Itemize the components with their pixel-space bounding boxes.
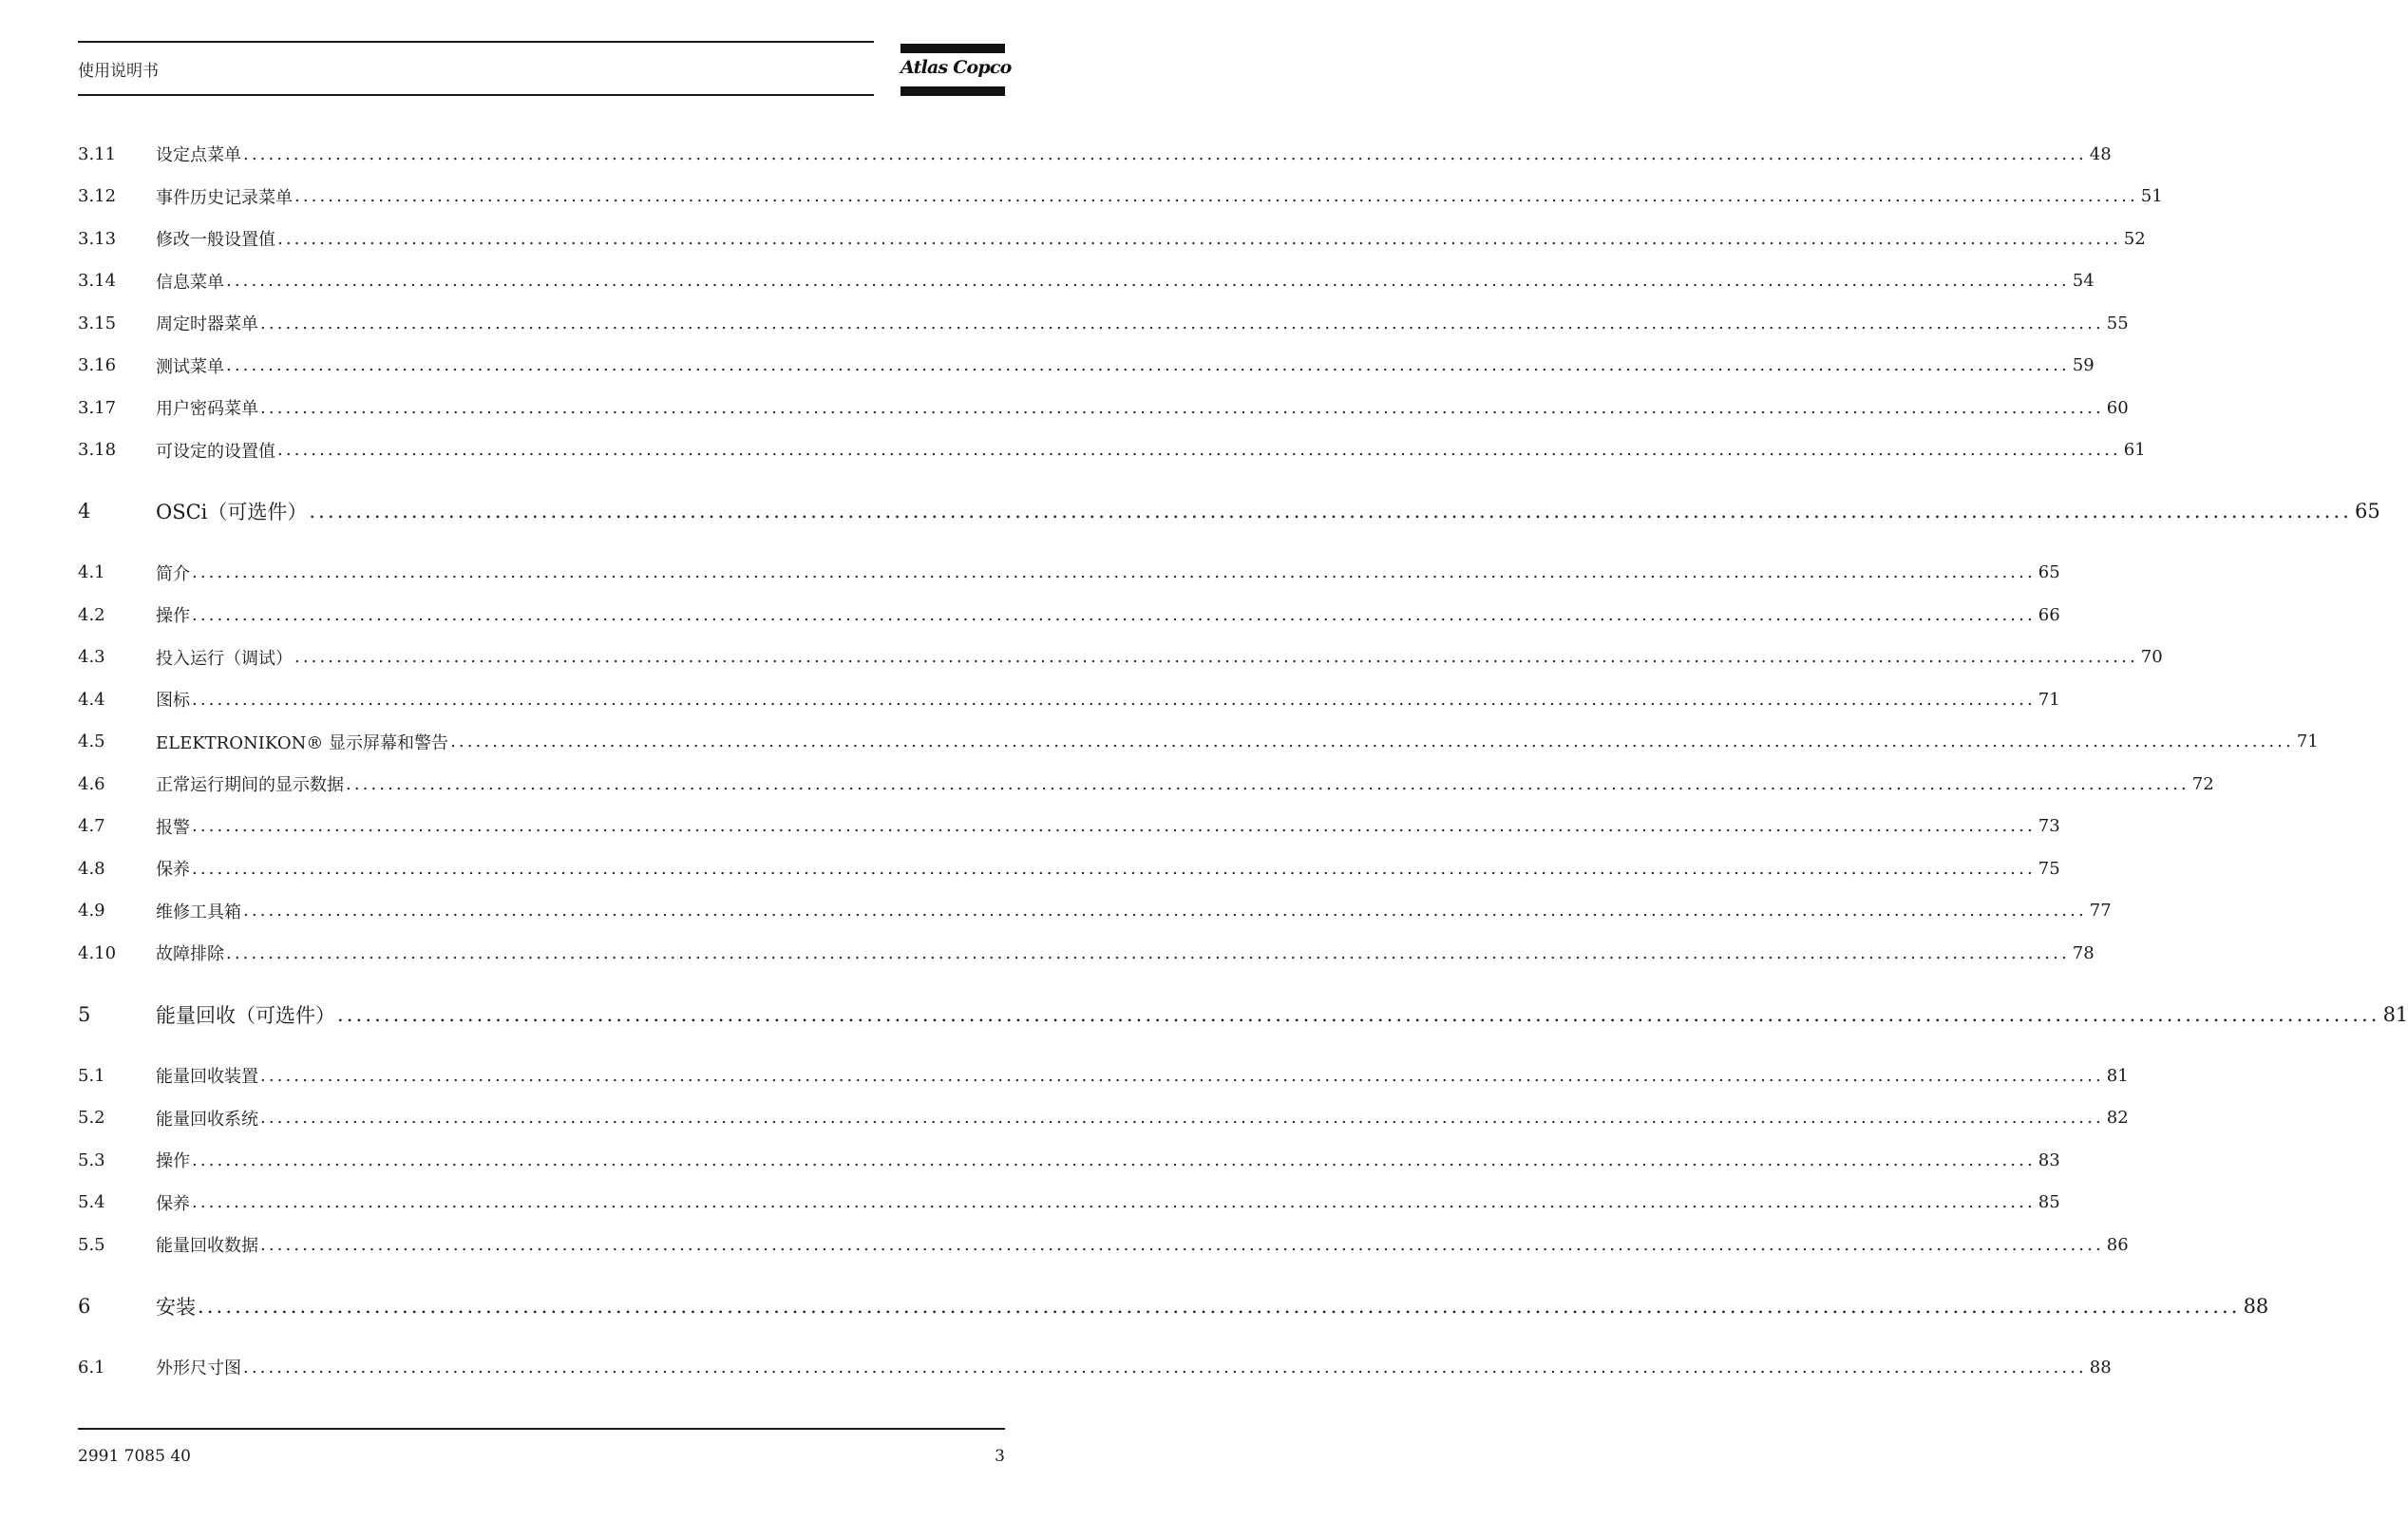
toc-entry[interactable] [78, 218, 2146, 260]
toc-dot-leader: ............................................................................................................................................................................................................................ [226, 271, 2070, 292]
toc-entry-page: 88 [2089, 1357, 2112, 1378]
toc-entry-page: 85 [2038, 1192, 2060, 1213]
toc-entry-page: 60 [2106, 397, 2129, 418]
toc-entry-number: 4 [78, 500, 91, 523]
toc-entry-page: 71 [2038, 689, 2060, 710]
toc-dot-leader: ............................................................................................................................................................................................................................ [260, 397, 2104, 418]
toc-entry-number: 3.13 [78, 228, 117, 249]
toc-dot-leader: ............................................................................................................................................................................................................................ [226, 355, 2070, 376]
table-of-contents [78, 133, 2408, 1389]
toc-entry-title: 保养 [156, 860, 190, 881]
toc-dot-leader: ............................................................................................................................................................................................................................ [260, 1234, 2104, 1255]
toc-entry-page: 55 [2106, 313, 2129, 333]
toc-entry[interactable] [78, 429, 2146, 472]
toc-entry-title: OSCi（可选件） [156, 501, 308, 524]
logo-bottom-bar [901, 86, 1005, 96]
toc-entry-title: 报警 [156, 817, 190, 838]
toc-entry-number: 3.17 [78, 397, 117, 418]
toc-entry-title: 能量回收系统 [156, 1109, 258, 1130]
toc-entry-page: 78 [2072, 942, 2095, 963]
toc-chapter-entry[interactable] [78, 994, 2408, 1036]
toc-chapter-entry[interactable] [78, 1285, 2269, 1328]
toc-entry-number: 5.5 [78, 1234, 105, 1255]
toc-dot-leader: ............................................................................................................................................................................................................................ [192, 858, 2036, 879]
toc-entry-number: 3.18 [78, 440, 117, 461]
toc-entry-page: 70 [2140, 647, 2163, 668]
toc-entry-number: 5.2 [78, 1108, 105, 1129]
toc-entry-page: 51 [2140, 186, 2163, 207]
toc-entry-page: 59 [2072, 355, 2095, 376]
toc-entry-title: 操作 [156, 1151, 190, 1172]
toc-entry-number: 5 [78, 1002, 91, 1026]
toc-dot-leader: ............................................................................................................................................................................................................................ [277, 440, 2121, 461]
toc-entry[interactable] [78, 847, 2060, 890]
toc-entry-page: 88 [2243, 1294, 2269, 1318]
toc-entry-title: 正常运行期间的显示数据 [156, 775, 344, 796]
toc-entry-title: 操作 [156, 606, 190, 627]
toc-entry-number: 3.11 [78, 143, 117, 164]
toc-entry[interactable] [78, 636, 2163, 679]
toc-dot-leader: ............................................................................................................................................................................................................................ [277, 228, 2121, 249]
toc-dot-leader: ............................................................................................................................................................................................................................ [309, 500, 2352, 523]
toc-dot-leader: ............................................................................................................................................................................................................................ [192, 816, 2036, 837]
toc-entry-title: 能量回收数据 [156, 1236, 258, 1257]
toc-entry-title: 设定点菜单 [156, 145, 241, 166]
toc-entry-page: 81 [2382, 1002, 2408, 1026]
toc-entry-title: ELEKTRONIKON® 显示屏幕和警告 [156, 732, 449, 753]
toc-entry-page: 81 [2106, 1065, 2129, 1086]
toc-entry[interactable] [78, 345, 2095, 388]
toc-dot-leader: ............................................................................................................................................................................................................................ [294, 186, 2138, 207]
logo-top-bar [901, 44, 1005, 53]
toc-entry-title: 投入运行（调试） [156, 648, 293, 669]
toc-entry-title: 用户密码菜单 [156, 399, 258, 420]
toc-entry-title: 能量回收（可选件） [156, 1003, 335, 1027]
toc-entry[interactable] [78, 1182, 2060, 1225]
toc-entry-number: 4.4 [78, 689, 105, 710]
toc-entry-page: 86 [2106, 1234, 2129, 1255]
toc-entry-page: 61 [2123, 440, 2146, 461]
toc-entry-page: 75 [2038, 858, 2060, 879]
toc-entry[interactable] [78, 1346, 2112, 1389]
header-top-rule [78, 41, 874, 43]
toc-dot-leader: ............................................................................................................................................................................................................................ [192, 1150, 2036, 1170]
toc-entry[interactable] [78, 932, 2095, 975]
toc-entry-number: 5.3 [78, 1150, 105, 1170]
header-bottom-rule [78, 94, 874, 96]
toc-entry-page: 66 [2038, 604, 2060, 625]
toc-dot-leader: ............................................................................................................................................................................................................................ [450, 732, 2294, 752]
toc-entry-page: 65 [2354, 500, 2380, 523]
toc-entry[interactable] [78, 678, 2060, 721]
toc-entry[interactable] [78, 806, 2060, 848]
toc-entry-page: 77 [2089, 901, 2112, 922]
toc-entry-title: 图标 [156, 691, 190, 712]
toc-dot-leader: ............................................................................................................................................................................................................................ [192, 562, 2036, 583]
toc-entry[interactable] [78, 260, 2095, 303]
toc-dot-leader: ............................................................................................................................................................................................................................ [260, 313, 2104, 333]
toc-dot-leader: ............................................................................................................................................................................................................................ [260, 1065, 2104, 1086]
toc-entry-title: 可设定的设置值 [156, 441, 275, 462]
logo-text: Atlas Copco [901, 57, 1012, 78]
header-title: 使用说明书 [78, 62, 159, 81]
toc-entry-title: 安装 [156, 1295, 196, 1319]
toc-entry[interactable] [78, 176, 2163, 218]
toc-dot-leader: ............................................................................................................................................................................................................................ [243, 143, 2087, 164]
toc-entry-number: 4.6 [78, 773, 105, 794]
toc-dot-leader: ............................................................................................................................................................................................................................ [192, 604, 2036, 625]
toc-entry-title: 保养 [156, 1193, 190, 1214]
toc-entry-page: 82 [2106, 1108, 2129, 1129]
toc-entry-page: 72 [2191, 773, 2214, 794]
toc-entry-page: 52 [2123, 228, 2146, 249]
toc-entry[interactable] [78, 302, 2129, 345]
toc-entry-number: 4.5 [78, 732, 105, 752]
toc-entry[interactable] [78, 552, 2060, 595]
toc-entry-title: 修改一般设置值 [156, 230, 275, 251]
toc-entry-number: 5.4 [78, 1192, 105, 1213]
toc-entry-page: 65 [2038, 562, 2060, 583]
toc-entry[interactable] [78, 1224, 2129, 1266]
toc-entry-number: 6 [78, 1294, 91, 1318]
toc-dot-leader: ............................................................................................................................................................................................................................ [243, 1357, 2087, 1378]
toc-dot-leader: ............................................................................................................................................................................................................................ [346, 773, 2190, 794]
footer-rule [78, 1428, 1005, 1430]
toc-dot-leader: ............................................................................................................................................................................................................................ [243, 901, 2087, 922]
toc-entry-number: 5.1 [78, 1065, 105, 1086]
toc-entry[interactable] [78, 721, 2319, 764]
toc-entry-title: 测试菜单 [156, 356, 224, 377]
toc-entry-number: 4.10 [78, 942, 117, 963]
toc-entry-number: 3.14 [78, 271, 117, 292]
toc-entry-title: 事件历史记录菜单 [156, 187, 293, 208]
toc-entry-number: 4.2 [78, 604, 105, 625]
atlas-copco-logo [901, 44, 1012, 97]
toc-dot-leader: ............................................................................................................................................................................................................................ [294, 647, 2138, 668]
document-number: 2991 7085 40 [78, 1447, 191, 1466]
toc-entry-title: 外形尺寸图 [156, 1358, 241, 1379]
toc-entry-number: 4.8 [78, 858, 105, 879]
toc-entry[interactable] [78, 1139, 2060, 1182]
toc-entry-title: 周定时器菜单 [156, 314, 258, 335]
toc-entry-number: 4.1 [78, 562, 105, 583]
toc-entry-number: 4.9 [78, 901, 105, 922]
toc-dot-leader: ............................................................................................................................................................................................................................ [192, 1192, 2036, 1213]
toc-entry-title: 简介 [156, 563, 190, 584]
toc-dot-leader: ............................................................................................................................................................................................................................ [260, 1108, 2104, 1129]
toc-entry-page: 73 [2038, 816, 2060, 837]
toc-entry-page: 48 [2089, 143, 2112, 164]
toc-dot-leader: ............................................................................................................................................................................................................................ [226, 942, 2070, 963]
toc-entry-page: 83 [2038, 1150, 2060, 1170]
toc-entry-number: 3.12 [78, 186, 117, 207]
toc-entry-number: 6.1 [78, 1357, 105, 1378]
toc-entry-number: 4.7 [78, 816, 105, 837]
toc-entry-number: 4.3 [78, 647, 105, 668]
toc-entry-title: 能量回收装置 [156, 1067, 258, 1088]
toc-entry[interactable] [78, 133, 2112, 176]
toc-entry-title: 信息菜单 [156, 272, 224, 293]
toc-entry[interactable] [78, 763, 2214, 806]
toc-entry-page: 71 [2296, 732, 2319, 752]
toc-entry[interactable] [78, 1097, 2129, 1140]
toc-entry-number: 3.16 [78, 355, 117, 376]
toc-dot-leader: ............................................................................................................................................................................................................................ [192, 689, 2036, 710]
toc-chapter-entry[interactable] [78, 490, 2380, 533]
toc-entry-title: 故障排除 [156, 944, 224, 965]
toc-entry-title: 维修工具箱 [156, 902, 241, 922]
page-number: 3 [995, 1447, 1005, 1466]
toc-dot-leader: ............................................................................................................................................................................................................................ [198, 1294, 2241, 1318]
toc-entry[interactable] [78, 1054, 2129, 1097]
toc-entry[interactable] [78, 890, 2112, 933]
toc-entry[interactable] [78, 387, 2129, 429]
toc-entry-page: 54 [2072, 271, 2095, 292]
toc-dot-leader: ............................................................................................................................................................................................................................ [337, 1002, 2380, 1026]
toc-entry[interactable] [78, 594, 2060, 636]
toc-entry-number: 3.15 [78, 313, 117, 333]
